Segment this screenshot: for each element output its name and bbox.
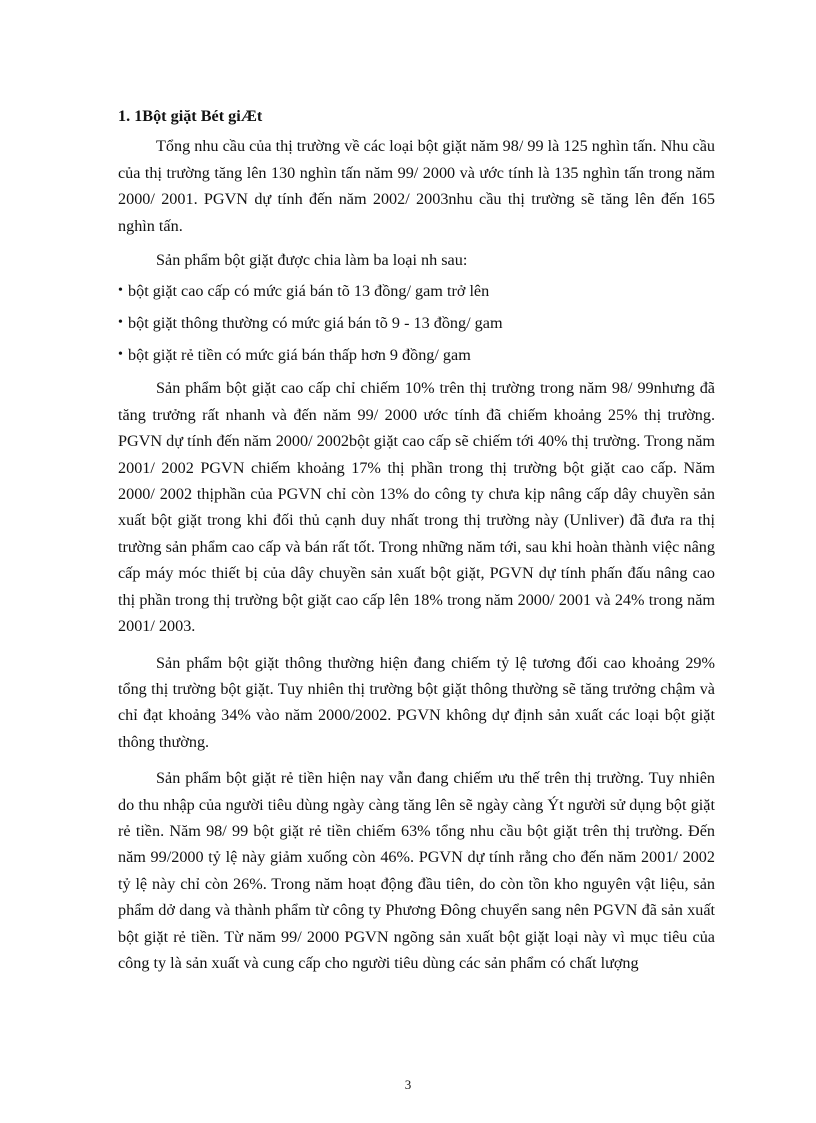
bullet-icon: • <box>118 347 123 363</box>
page-number: 3 <box>404 1077 412 1092</box>
product-category-list <box>118 279 715 367</box>
paragraph-product-categories: Sản phẩm bột giặt được chia làm ba loại nh sau: <box>156 251 468 270</box>
list-item <box>118 343 715 367</box>
bullet-icon: • <box>118 315 123 331</box>
bullet-icon: • <box>118 283 123 299</box>
paragraph-market-demand: Tổng nhu cầu của thị trường về các loại bột giặt năm 98/ 99 là 125 nghìn tấn. Nhu cầu của thị trường tăng lên 130 nghìn tấn năm 99/ 2000 và ước tính là 135 nghìn tấn trong năm 2000/ 2001. PGVN dự tính đến năm 2002/ 2003nhu cầu thị trường sẽ tăng lên đến 165 nghìn tấn. <box>118 137 715 235</box>
paragraph-cheap-detergent: Sản phẩm bột giặt rẻ tiền hiện nay vẫn đang chiếm ưu thế trên thị trường. Tuy nhiên do thu nhập của người tiêu dùng ngày càng tăng lên sẽ ngày càng Ýt người sử dụng bột giặt rẻ tiền. Năm 98/ 99 bột giặt rẻ tiền chiếm 63% tổng nhu cầu bột giặt trên thị trường. Đến năm 99/2000 tỷ lệ này giảm xuống còn 46%. PGVN dự tính rằng cho đến năm 2001/ 2002 tỷ lệ này chỉ còn 26%. Trong năm hoạt động đầu tiên, do còn tồn kho nguyên vật liệu, sản phẩm dở dang và thành phẩm từ công ty Phương Đông chuyển sang nên PGVN đã sản xuất bột giặt rẻ tiền. Từ năm 99/ 2000 PGVN ngõng sản xuất bột giặt loại này vì mục tiêu của công ty là sản xuất và cung cấp cho người tiêu dùng các sản phẩm có chất lượng <box>118 769 715 972</box>
list-item-text: bột giặt cao cấp có mức giá bán tõ 13 đồng/ gam trở lên <box>128 282 490 301</box>
paragraph-regular-detergent: Sản phẩm bột giặt thông thường hiện đang chiếm tỷ lệ tương đối cao khoảng 29% tổng thị trường bột giặt. Tuy nhiên thị trường bột giặt thông thường sẽ tăng trưởng chậm và chỉ đạt khoảng 34% vào năm 2000/2002. PGVN không dự định sản xuất các loại bột giặt thông thường. <box>118 653 715 751</box>
section-heading: 1. 1Bột giặt Bét giÆt <box>118 107 263 125</box>
list-item <box>118 311 715 335</box>
page-content <box>118 103 715 976</box>
list-item <box>118 279 715 303</box>
list-item-text: bột giặt rẻ tiền có mức giá bán thấp hơn 9 đồng/ gam <box>128 346 471 365</box>
list-item-text: bột giặt thông thường có mức giá bán tõ 9 - 13 đồng/ gam <box>128 314 503 333</box>
paragraph-premium-detergent: Sản phẩm bột giặt cao cấp chỉ chiếm 10% trên thị trường trong năm 98/ 99nhưng đã tăng trưởng rất nhanh và đến năm 99/ 2000 ước tính đã chiếm khoảng 25% thị trường. PGVN dự tính đến năm 2000/ 2002bột giặt cao cấp sẽ chiếm tới 40% thị trường. Trong năm 2001/ 2002 PGVN chiếm khoảng 17% thị phần trong thị trường bột giặt cao cấp. Năm 2000/ 2002 thịphần của PGVN chỉ còn 13% do công ty chưa kịp nâng cấp dây chuyền sản xuất bột giặt trong khi đối thủ cạnh duy nhất trong thị trường này (Unliver) đã đưa ra thị trường sản phẩm cao cấp và bán rất tốt. Trong những năm tới, sau khi hoàn thành việc nâng cấp máy móc thiết bị của dây chuyền sản xuất bột giặt, PGVN dự tính phấn đấu nâng cao thị phần trong thị trường bột giặt cao cấp lên 18% trong năm 2000/ 2001 và 24% trong năm 2001/ 2003. <box>118 379 715 636</box>
